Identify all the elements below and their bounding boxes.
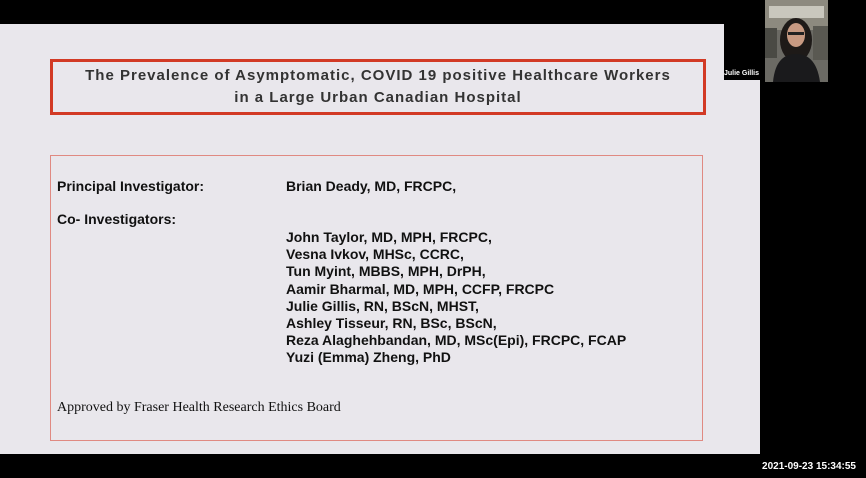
co-investigator: Aamir Bharmal, MD, MPH, CCFP, FRCPC: [286, 280, 555, 297]
participant-name-tag: Julie Gillis: [724, 70, 760, 77]
co-investigators-list: [286, 229, 626, 367]
principal-investigator-label: Principal Investigator:: [57, 178, 205, 194]
shared-slide: [0, 24, 760, 454]
co-investigator: Vesna Ivkov, MHSc, CCRC,: [286, 246, 464, 263]
principal-investigator-name: Brian Deady, MD, FRCPC,: [286, 178, 457, 194]
recording-timestamp: 2021-09-23 15:34:55: [762, 461, 856, 472]
co-investigator: Reza Alaghehbandan, MD, MSc(Epi), FRCPC, FCAP: [286, 332, 627, 349]
participant-video-feed[interactable]: [765, 0, 828, 82]
co-investigator: Tun Myint, MBBS, MPH, DrPH,: [286, 263, 486, 280]
co-investigators-label: Co- Investigators:: [57, 211, 177, 227]
ethics-approval-note: Approved by Fraser Health Research Ethics Board: [57, 400, 341, 415]
participant-avatar-icon: [765, 0, 828, 82]
co-investigator: Yuzi (Emma) Zheng, PhD: [286, 349, 451, 366]
slide-title-line-2: in a Large Urban Canadian Hospital: [234, 89, 522, 106]
investigators-box: [50, 155, 703, 441]
co-investigator: Ashley Tisseur, RN, BSc, BScN,: [286, 315, 497, 332]
slide-title-box: [50, 59, 706, 115]
participant-video-tile[interactable]: [724, 0, 766, 80]
co-investigator: John Taylor, MD, MPH, FRCPC,: [286, 229, 492, 245]
slide-title-line-1: The Prevalence of Asymptomatic, COVID 19 positive Healthcare Workers: [85, 67, 671, 84]
co-investigator: Julie Gillis, RN, BScN, MHST,: [286, 297, 479, 314]
